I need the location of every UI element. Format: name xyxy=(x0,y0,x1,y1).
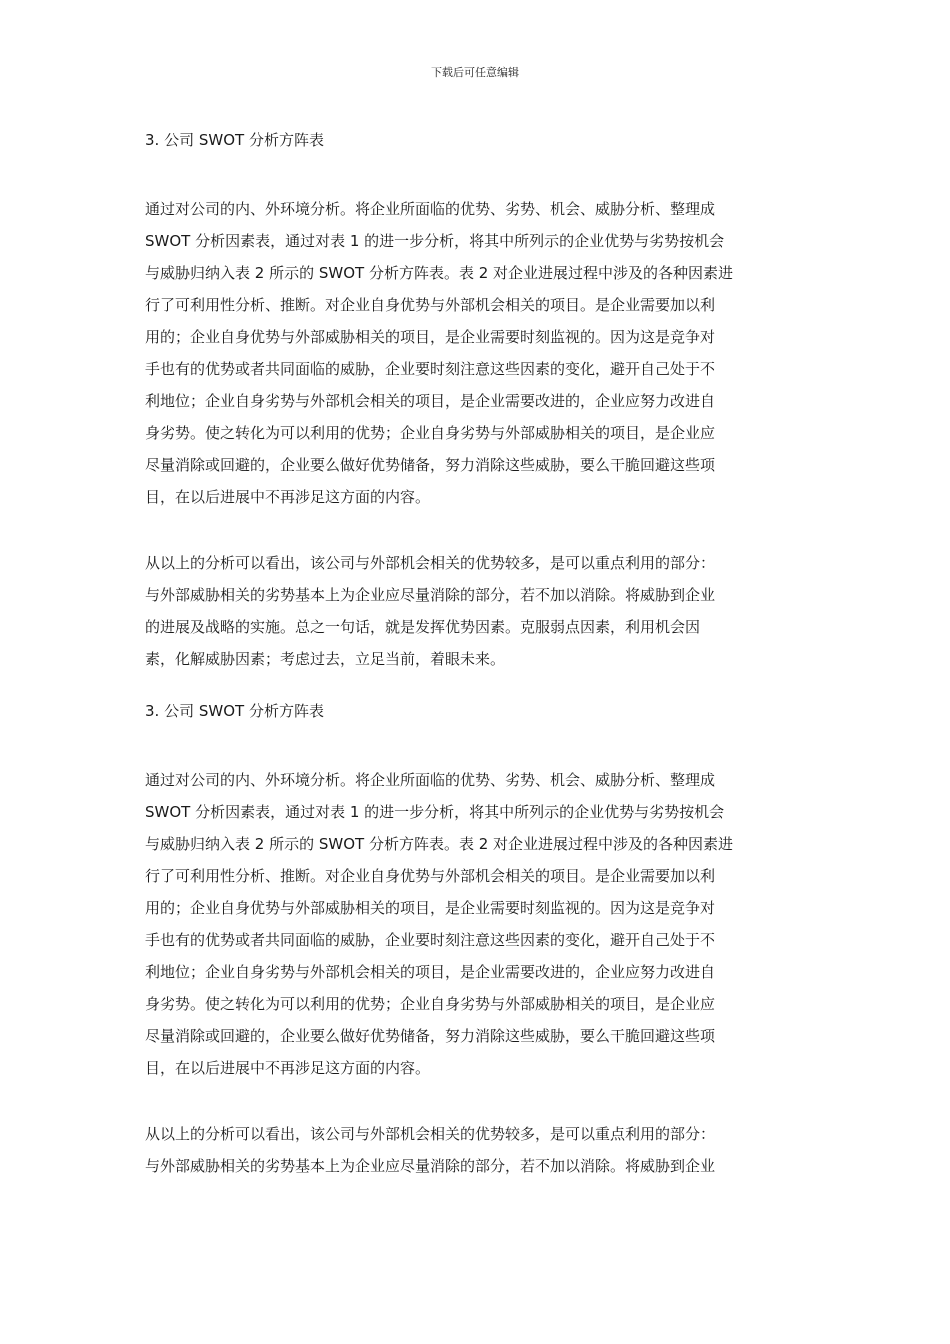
body-paragraph xyxy=(145,764,795,1084)
text-line: 与威胁归纳入表 2 所示的 SWOT 分析方阵表。表 2 对企业进展过程中涉及的各种因素进 xyxy=(145,835,734,853)
text-line: 与威胁归纳入表 2 所示的 SWOT 分析方阵表。表 2 对企业进展过程中涉及的各种因素进 xyxy=(145,264,734,282)
body-paragraph xyxy=(145,193,795,513)
section-heading: 3. 公司 SWOT 分析方阵表 xyxy=(145,702,324,720)
text-line: 目，在以后进展中不再涉足这方面的内容。 xyxy=(145,1059,431,1077)
text-line: 目，在以后进展中不再涉足这方面的内容。 xyxy=(145,488,431,506)
text-line: 身劣势。使之转化为可以利用的优势；企业自身劣势与外部威胁相关的项目，是企业应 xyxy=(145,424,716,442)
document-body xyxy=(145,128,795,1182)
text-line: 手也有的优势或者共同面临的威胁，企业要时刻注意这些因素的变化，避开自己处于不 xyxy=(145,360,716,378)
section-heading: 3. 公司 SWOT 分析方阵表 xyxy=(145,131,324,149)
text-line: 的进展及战略的实施。总之一句话，就是发挥优势因素。克服弱点因素，利用机会因 xyxy=(145,618,701,636)
text-line: 行了可利用性分析、推断。对企业自身优势与外部机会相关的项目。是企业需要加以利 xyxy=(145,867,716,885)
text-line: 尽量消除或回避的，企业要么做好优势储备，努力消除这些威胁，要么干脆回避这些项 xyxy=(145,456,716,474)
text-line: 手也有的优势或者共同面临的威胁，企业要时刻注意这些因素的变化，避开自己处于不 xyxy=(145,931,716,949)
text-line: 与外部威胁相关的劣势基本上为企业应尽量消除的部分，若不加以消除。将威胁到企业 xyxy=(145,1157,716,1175)
text-line: 从以上的分析可以看出，该公司与外部机会相关的优势较多，是可以重点利用的部分： xyxy=(145,1125,716,1143)
text-line: 用的；企业自身优势与外部威胁相关的项目，是企业需要时刻监视的。因为这是竞争对 xyxy=(145,899,716,917)
text-line: 利地位；企业自身劣势与外部机会相关的项目，是企业需要改进的，企业应努力改进自 xyxy=(145,392,716,410)
text-line: 与外部威胁相关的劣势基本上为企业应尽量消除的部分，若不加以消除。将威胁到企业 xyxy=(145,586,716,604)
text-line: 行了可利用性分析、推断。对企业自身优势与外部机会相关的项目。是企业需要加以利 xyxy=(145,296,716,314)
body-paragraph xyxy=(145,547,795,675)
text-line: 素，化解威胁因素；考虑过去，立足当前，着眼未来。 xyxy=(145,650,506,668)
body-paragraph xyxy=(145,1118,795,1182)
text-line: 用的；企业自身优势与外部威胁相关的项目，是企业需要时刻监视的。因为这是竞争对 xyxy=(145,328,716,346)
text-line: 从以上的分析可以看出，该公司与外部机会相关的优势较多，是可以重点利用的部分： xyxy=(145,554,716,572)
text-line: 身劣势。使之转化为可以利用的优势；企业自身劣势与外部威胁相关的项目，是企业应 xyxy=(145,995,716,1013)
text-line: 尽量消除或回避的，企业要么做好优势储备，努力消除这些威胁，要么干脆回避这些项 xyxy=(145,1027,716,1045)
text-line: 利地位；企业自身劣势与外部机会相关的项目，是企业需要改进的，企业应努力改进自 xyxy=(145,963,716,981)
page-header: 下载后可任意编辑 xyxy=(431,66,519,79)
text-line: 通过对公司的内、外环境分析。将企业所面临的优势、劣势、机会、威胁分析、整理成 xyxy=(145,771,716,789)
text-line: SWOT 分析因素表，通过对表 1 的进一步分析，将其中所列示的企业优势与劣势按机会 xyxy=(145,803,725,821)
text-line: SWOT 分析因素表，通过对表 1 的进一步分析，将其中所列示的企业优势与劣势按机会 xyxy=(145,232,725,250)
text-line: 通过对公司的内、外环境分析。将企业所面临的优势、劣势、机会、威胁分析、整理成 xyxy=(145,200,716,218)
